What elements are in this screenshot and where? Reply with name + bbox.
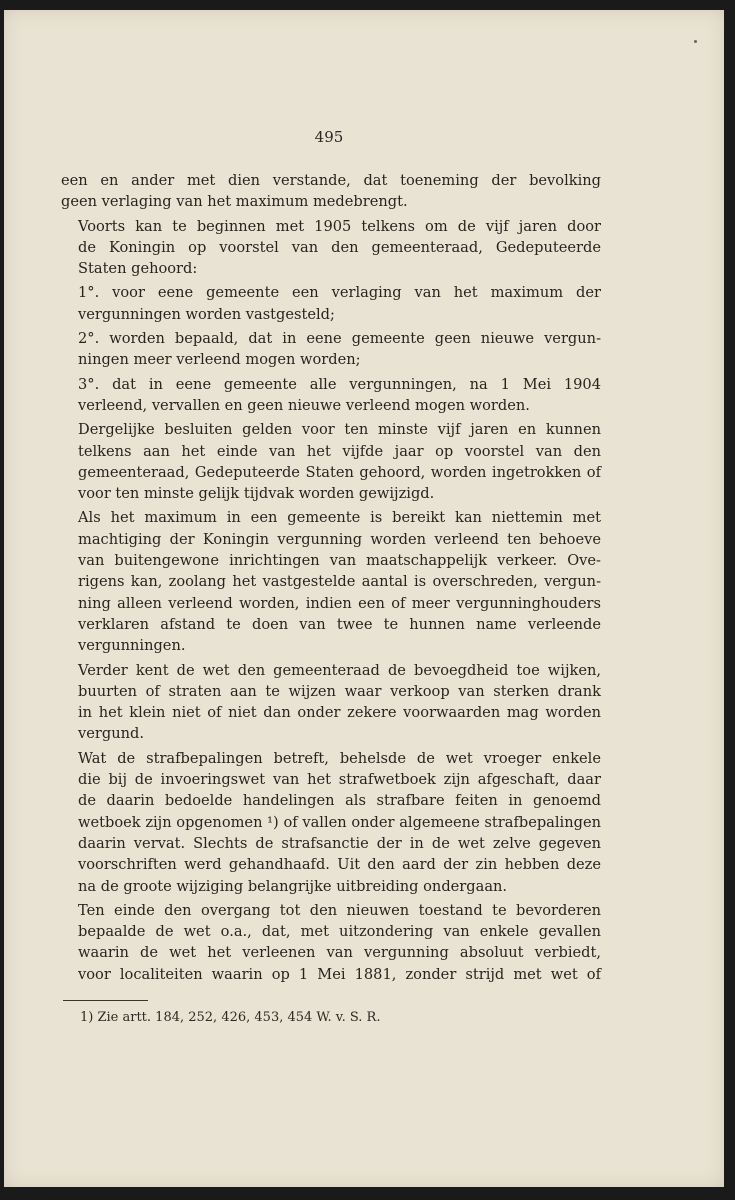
text-line: in het klein niet of niet dan onder zekere voorwaarden mag worden	[78, 704, 601, 722]
text-line: Voorts kan te beginnen met 1905 telkens om de vijf jaren door	[78, 217, 601, 235]
text-line: gemeenteraad, Gedeputeerde Staten gehoord, worden ingetrokken of	[78, 463, 601, 481]
book-page	[4, 10, 724, 1187]
paragraph	[61, 282, 601, 325]
text-line: een en ander met dien verstande, dat toeneming der bevolking	[61, 172, 601, 189]
text-line: Als het maximum in een gemeente is bereikt kan niettemin met	[78, 509, 601, 527]
text-line: voor localiteiten waarin op 1 Mei 1881, zonder strijd met wet of	[78, 965, 601, 983]
text-line: Ten einde den overgang tot den nieuwen toestand te bevorderen	[78, 901, 601, 919]
text-line: de Koningin op voorstel van den gemeenteraad, Gedeputeerde	[78, 238, 601, 256]
text-line: rigens kan, zoolang het vastgestelde aantal is overschreden, vergun-	[78, 573, 601, 591]
paragraph	[61, 374, 601, 417]
text-line: vergunningen worden vastgesteld;	[78, 305, 335, 323]
text-line: 3°. dat in eene gemeente alle vergunningen, na 1 Mei 1904	[78, 375, 601, 393]
text-line: verklaren afstand te doen van twee te hunnen name verleende	[78, 615, 601, 633]
text-line: van buitengewone inrichtingen van maatschappelijk verkeer. Ove-	[78, 552, 601, 570]
paragraph	[61, 216, 601, 280]
paragraph	[61, 660, 601, 745]
text-line: 2°. worden bepaald, dat in eene gemeente geen nieuwe vergun-	[78, 330, 601, 348]
page-number: 495	[314, 128, 344, 146]
text-line: de daarin bedoelde handelingen als strafbare feiten in genoemd	[78, 792, 601, 810]
text-line: 1°. voor eene gemeente een verlaging van het maximum der	[78, 284, 601, 302]
text-line: Verder kent de wet den gemeenteraad de bevoegdheid toe wijken,	[78, 661, 601, 679]
text-line: wetboek zijn opgenomen ¹) of vallen onder algemeene strafbepalingen	[78, 813, 601, 831]
paragraph	[61, 328, 601, 371]
text-line: telkens aan het einde van het vijfde jaar op voorstel van den	[78, 442, 601, 460]
footnote: 1) Zie artt. 184, 252, 426, 453, 454 W. v. S. R.	[80, 1010, 381, 1025]
paragraph	[61, 748, 601, 897]
text-line: ning alleen verleend worden, indien een of meer vergunninghouders	[78, 594, 601, 612]
text-line: voor ten minste gelijk tijdvak worden gewijzigd.	[78, 485, 435, 503]
text-line: voorschriften werd gehandhaafd. Uit den aard der zin hebben deze	[78, 856, 601, 874]
text-line: daarin vervat. Slechts de strafsanctie der in de wet zelve gegeven	[78, 834, 601, 852]
body-text	[61, 170, 601, 988]
text-line: na de groote wijziging belangrijke uitbreiding ondergaan.	[78, 877, 508, 895]
text-line: geen verlaging van het maximum medebrengt.	[61, 193, 408, 211]
text-line: bepaalde de wet o.a., dat, met uitzondering van enkele gevallen	[78, 923, 601, 941]
text-line: verleend, vervallen en geen nieuwe verleend mogen worden.	[78, 396, 530, 414]
text-line: machtiging der Koningin vergunning worden verleend ten behoeve	[78, 530, 601, 548]
text-line: Staten gehoord:	[78, 260, 198, 278]
paragraph	[61, 900, 601, 985]
paragraph	[61, 419, 601, 504]
scan-speck	[694, 40, 697, 43]
text-line: vergunningen.	[78, 637, 186, 655]
text-line: ningen meer verleend mogen worden;	[78, 351, 361, 369]
paragraph	[61, 170, 601, 213]
text-line: vergund.	[78, 725, 144, 743]
text-line: buurten of straten aan te wijzen waar verkoop van sterken drank	[78, 682, 601, 700]
text-line: Wat de strafbepalingen betreft, behelsde de wet vroeger enkele	[78, 749, 601, 767]
paragraph	[61, 507, 601, 656]
text-line: waarin de wet het verleenen van vergunning absoluut verbiedt,	[78, 944, 601, 962]
text-line: Dergelijke besluiten gelden voor ten minste vijf jaren en kunnen	[78, 421, 601, 439]
text-line: die bij de invoeringswet van het strafwetboek zijn afgeschaft, daar	[78, 771, 601, 789]
footnote-divider	[63, 1000, 148, 1001]
